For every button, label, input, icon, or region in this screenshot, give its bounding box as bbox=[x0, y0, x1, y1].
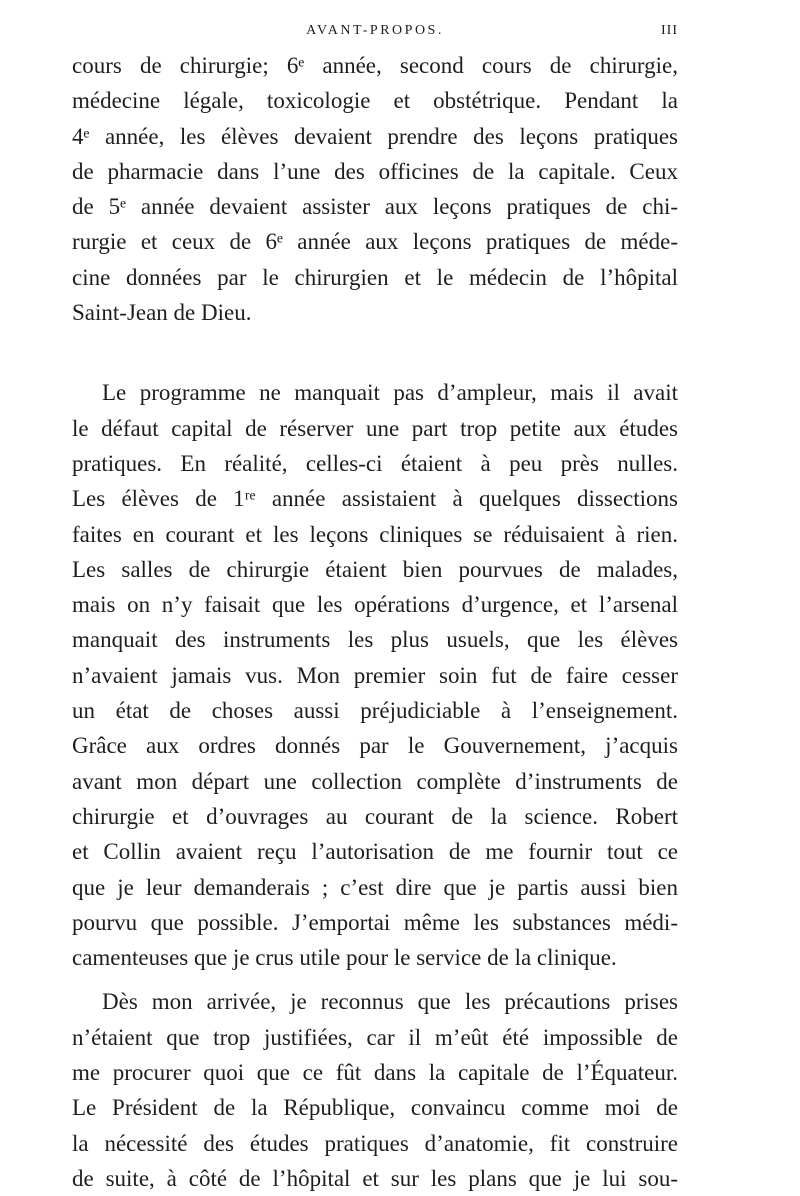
text-line: rurgie et ceux de 6ᵉ année aux leçons pratiques de méde- bbox=[72, 229, 678, 255]
text-line: Le Président de la République, convaincu comme moi de bbox=[72, 1095, 678, 1121]
text-line: Les salles de chirurgie étaient bien pourvues de malades, bbox=[72, 556, 678, 582]
running-title: AVANT-PROPOS. bbox=[306, 23, 444, 38]
text-line: camenteuses que je crus utile pour le service de la clinique. bbox=[72, 945, 617, 971]
paragraph-gap bbox=[72, 330, 678, 375]
text-line: Le programme ne manquait pas d’ampleur, mais il avait bbox=[102, 380, 678, 406]
text-line: Dès mon arrivée, je reconnus que les précautions prises bbox=[102, 989, 678, 1015]
text-line: le défaut capital de réserver une part trop petite aux études bbox=[72, 415, 678, 441]
text-line: et Collin avaient reçu l’autorisation de me fournir tout ce bbox=[72, 839, 678, 865]
text-line: pourvu que possible. J’emportai même les substances médi- bbox=[72, 909, 678, 935]
text-line: 4ᵉ année, les élèves devaient prendre des leçons pratiques bbox=[72, 123, 678, 149]
text-line: de suite, à côté de l’hôpital et sur les plans que je lui sou- bbox=[72, 1165, 678, 1191]
body-text bbox=[72, 48, 678, 1196]
text-line: Grâce aux ordres donnés par le Gouvernement, j’acquis bbox=[72, 733, 678, 759]
text-line: me procurer quoi que ce fût dans la capitale de l’Équateur. bbox=[72, 1060, 678, 1086]
text-line: Saint-Jean de Dieu. bbox=[72, 300, 252, 326]
text-line: de pharmacie dans l’une des officines de la capitale. Ceux bbox=[72, 158, 678, 184]
text-line: que je leur demanderais ; c’est dire que je partis aussi bien bbox=[72, 874, 678, 900]
paragraph bbox=[72, 375, 678, 975]
paragraph bbox=[72, 984, 678, 1196]
paragraph bbox=[72, 48, 678, 330]
text-line: un état de choses aussi préjudiciable à l’enseignement. bbox=[72, 698, 678, 724]
paragraph-gap bbox=[72, 975, 678, 984]
text-line: Les élèves de 1ʳᵉ année assistaient à quelques dissections bbox=[72, 486, 678, 512]
page-number: III bbox=[661, 23, 678, 38]
text-line: médecine légale, toxicologie et obstétrique. Pendant la bbox=[72, 88, 678, 114]
text-line: la nécessité des études pratiques d’anatomie, fit construire bbox=[72, 1130, 678, 1156]
text-line: cours de chirurgie; 6ᵉ année, second cours de chirurgie, bbox=[72, 53, 678, 78]
text-line: n’avaient jamais vus. Mon premier soin fut de faire cesser bbox=[72, 662, 678, 688]
running-head bbox=[72, 20, 678, 44]
text-line: de 5ᵉ année devaient assister aux leçons pratiques de chi- bbox=[72, 194, 678, 220]
text-line: n’étaient que trop justifiées, car il m’eût été impossible de bbox=[72, 1024, 678, 1050]
text-line: chirurgie et d’ouvrages au courant de la science. Robert bbox=[72, 803, 678, 829]
text-line: manquait des instruments les plus usuels, que les élèves bbox=[72, 627, 678, 653]
text-line: cine données par le chirurgien et le médecin de l’hôpital bbox=[72, 264, 678, 290]
text-line: mais on n’y faisait que les opérations d’urgence, et l’arsenal bbox=[72, 592, 678, 618]
text-line: pratiques. En réalité, celles-ci étaient à peu près nulles. bbox=[72, 450, 678, 476]
text-line: avant mon départ une collection complète d’instruments de bbox=[72, 768, 678, 794]
text-line: faites en courant et les leçons cliniques se réduisaient à rien. bbox=[72, 521, 678, 547]
